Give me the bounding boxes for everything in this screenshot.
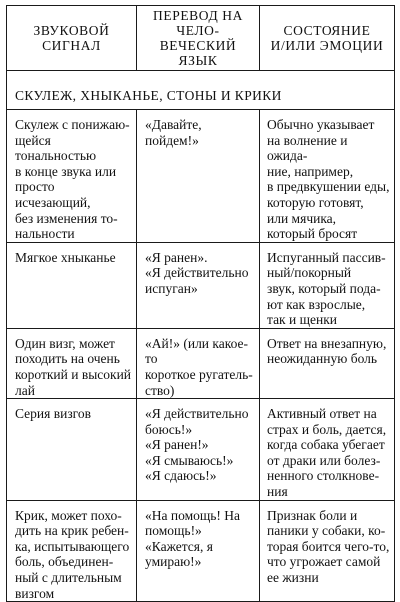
state-text: Активный ответ на страх и боль, дается, когда собака убегает от драки или болез- ненного столкнове- ния [267, 406, 387, 500]
cell-state [260, 242, 395, 328]
cell-signal [7, 500, 137, 602]
header-row [7, 6, 395, 71]
translation-text: «Давайте, пойдем!» [145, 117, 202, 148]
cell-translation [137, 500, 260, 602]
section-row [7, 71, 395, 110]
cell-signal [7, 110, 137, 243]
cell-signal [7, 328, 137, 398]
header-state-emotions-label: СОСТОЯНИЕ И/ИЛИ ЭМОЦИИ [270, 23, 384, 53]
header-translation [137, 6, 260, 71]
translation-text: «На помощь! На помощь!» «Кажется, я умираю!» [145, 507, 241, 570]
header-sound-signal-label: ЗВУКОВОЙ СИГНАЛ [33, 23, 110, 53]
state-text: Испуганный пассив- ный/покорный звук, который пода- ют как взрослые, так и щенки [267, 249, 386, 328]
table-row [7, 328, 395, 398]
cell-signal [7, 399, 137, 501]
cell-state [260, 328, 395, 398]
signal-text: Скулеж с понижаю- щейся тональностью в конце звука или просто исчезающий, без изменения то- нальности [15, 117, 130, 242]
state-text: Признак боли и паники у собаки, ко- торая боится чего-то, что угрожает самой ее жизни [267, 507, 390, 586]
document-page [6, 5, 394, 601]
dog-sounds-table [6, 5, 395, 602]
header-sound-signal [7, 6, 137, 71]
signal-text: Мягкое хныканье [15, 249, 116, 265]
cell-state [260, 110, 395, 243]
section-title: СКУЛЕЖ, ХНЫКАНЬЕ, СТОНЫ И КРИКИ [7, 71, 395, 110]
table-row [7, 242, 395, 328]
cell-translation [137, 110, 260, 243]
state-text: Ответ на внезапную, неожиданную боль [267, 335, 387, 367]
cell-state [260, 500, 395, 602]
translation-text: «Я ранен». «Я действительно испуган» [145, 249, 249, 296]
table-body [7, 71, 395, 602]
cell-translation [137, 328, 260, 398]
translation-text: «Ай!» (или какое-то короткое ругатель- ство) [145, 335, 253, 398]
cell-signal [7, 242, 137, 328]
header-state-emotions [260, 6, 395, 71]
table-row [7, 500, 395, 602]
cell-translation [137, 399, 260, 501]
table-row [7, 399, 395, 501]
state-text: Обычно указывает на волнение и ожида- ние, например, в предвкушении еды, которую готовят, или мячика, который бросят [267, 117, 390, 242]
table-header [7, 6, 395, 71]
cell-translation [137, 242, 260, 328]
translation-text: «Я действительно боюсь!» «Я ранен!» «Я смываюсь!» «Я сдаюсь!» [145, 406, 249, 484]
cell-state [260, 399, 395, 501]
header-translation-label: ПЕРЕВОД НА ЧЕЛО- ВЕЧЕСКИЙ ЯЗЫК [153, 8, 243, 68]
signal-text: Один визг, может походить на очень короткий и высокий лай [15, 335, 132, 398]
signal-text: Серия визгов [15, 406, 91, 422]
table-row [7, 110, 395, 243]
signal-text: Крик, может похо- дить на крик ребен- ка, испытывающего боль, объединен- ный с длительным визгом [15, 507, 130, 601]
